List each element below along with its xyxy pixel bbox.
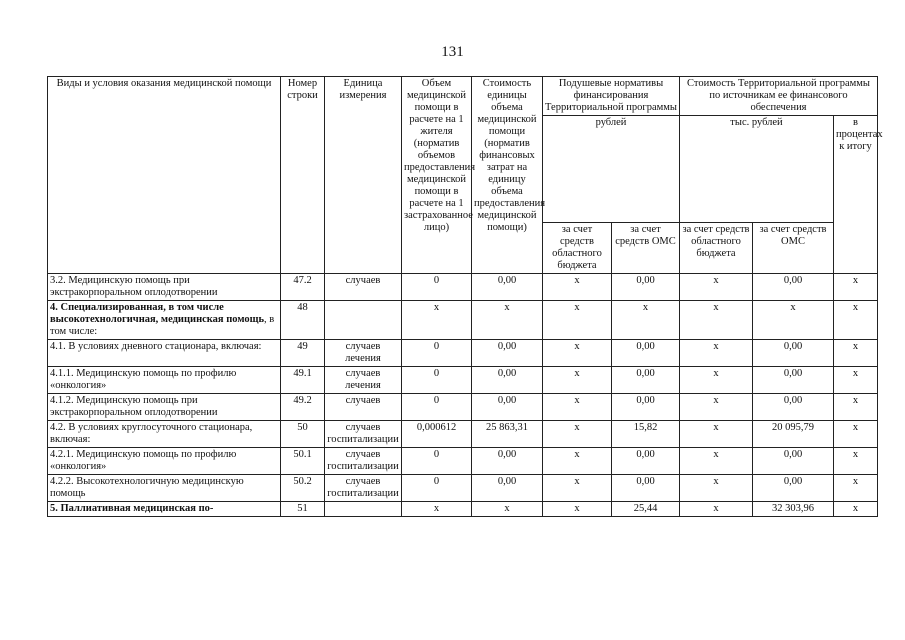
- header-src-oms: за счет средств ОМС: [753, 223, 834, 274]
- financing-table: [47, 76, 883, 517]
- header-pc-oms: за счет средств ОМС: [612, 223, 680, 274]
- row-number: 49.1: [281, 367, 325, 394]
- row-src-oms: 0,00: [753, 367, 834, 394]
- row-percent: x: [834, 475, 878, 502]
- row-unit: [325, 301, 402, 340]
- row-pc-oms: 0,00: [612, 475, 680, 502]
- row-pc-budget: x: [543, 301, 612, 340]
- row-number: 51: [281, 502, 325, 517]
- row-cost: 0,00: [472, 340, 543, 367]
- row-pc-oms: 25,44: [612, 502, 680, 517]
- row-name: 4.2. В условиях круглосуточного стационара, включая:: [48, 421, 281, 448]
- row-name-bold: 4. Специализированная, в том числе высокотехнологичная, медицинская помощь: [50, 302, 265, 325]
- row-cost: 0,00: [472, 274, 543, 301]
- row-volume: 0: [402, 448, 472, 475]
- table-row: [48, 448, 878, 475]
- header-volume: Объем медицинской помощи в расчете на 1 жителя (норматив объемов предоставления медицинской помощи в расчете на 1 застрахованное лицо): [402, 77, 472, 274]
- row-pc-budget: x: [543, 340, 612, 367]
- row-pc-oms: 0,00: [612, 448, 680, 475]
- row-unit: случаев лечения: [325, 340, 402, 367]
- table-header: [48, 77, 883, 274]
- row-percent: x: [834, 340, 878, 367]
- row-pc-oms: 0,00: [612, 367, 680, 394]
- row-cost: 0,00: [472, 367, 543, 394]
- row-name: 3.2. Медицинскую помощь при экстракорпоральном оплодотворении: [48, 274, 281, 301]
- row-src-oms: 20 095,79: [753, 421, 834, 448]
- row-percent: x: [834, 421, 878, 448]
- row-number: 48: [281, 301, 325, 340]
- row-pc-budget: x: [543, 274, 612, 301]
- row-percent: x: [834, 502, 878, 517]
- table-row: [48, 274, 878, 301]
- row-unit: случаев госпитализации: [325, 421, 402, 448]
- row-number: 50.2: [281, 475, 325, 502]
- row-volume: 0: [402, 274, 472, 301]
- row-cost: 0,00: [472, 448, 543, 475]
- row-src-oms: 0,00: [753, 448, 834, 475]
- row-volume: 0: [402, 475, 472, 502]
- row-percent: x: [834, 394, 878, 421]
- row-name: 4.1.1. Медицинскую помощь по профилю «онкология»: [48, 367, 281, 394]
- row-pc-oms: 0,00: [612, 394, 680, 421]
- row-percent: x: [834, 274, 878, 301]
- header-row-number: Номер строки: [281, 77, 325, 274]
- table-row: [48, 340, 878, 367]
- row-pc-budget: x: [543, 367, 612, 394]
- row-src-oms: 32 303,96: [753, 502, 834, 517]
- row-src-budget: x: [680, 448, 753, 475]
- table-row: [48, 367, 878, 394]
- row-name: [48, 502, 281, 517]
- row-volume: x: [402, 502, 472, 517]
- header-cost: Стоимость единицы объема медицинской помощи (норматив финансовых затрат на единицу объема предоставления медицинской помощи): [472, 77, 543, 274]
- row-unit: случаев госпитализации: [325, 448, 402, 475]
- row-unit: [325, 502, 402, 517]
- row-src-budget: x: [680, 340, 753, 367]
- row-volume: 0,000612: [402, 421, 472, 448]
- row-number: 49: [281, 340, 325, 367]
- header-pc-budget: за счет средств областного бюджета: [543, 223, 612, 274]
- row-src-budget: x: [680, 421, 753, 448]
- table-row: [48, 421, 878, 448]
- table-row: [48, 301, 878, 340]
- row-name-bold: 5. Паллиативная медицинская по-: [50, 503, 214, 514]
- row-pc-budget: x: [543, 502, 612, 517]
- header-percapita-group: Подушевые нормативы финансирования Территориальной программы: [543, 77, 680, 116]
- table-row: [48, 475, 878, 502]
- row-unit: случаев: [325, 274, 402, 301]
- header-unit-rub: рублей: [543, 116, 680, 223]
- row-number: 49.2: [281, 394, 325, 421]
- header-unit-thousand: тыс. рублей: [680, 116, 834, 223]
- row-src-oms: 0,00: [753, 274, 834, 301]
- header-kind: Виды и условия оказания медицинской помощи: [48, 77, 281, 274]
- row-src-oms: x: [753, 301, 834, 340]
- row-percent: x: [834, 367, 878, 394]
- row-name: 4.1. В условиях дневного стационара, включая:: [48, 340, 281, 367]
- row-pc-oms: 0,00: [612, 340, 680, 367]
- row-cost: 25 863,31: [472, 421, 543, 448]
- row-src-budget: x: [680, 394, 753, 421]
- table-body: [48, 274, 878, 517]
- row-cost: 0,00: [472, 394, 543, 421]
- row-percent: x: [834, 301, 878, 340]
- row-volume: 0: [402, 340, 472, 367]
- header-percent: в процентах к итогу: [834, 116, 878, 274]
- row-cost: x: [472, 502, 543, 517]
- table-row: [48, 394, 878, 421]
- row-number: 50.1: [281, 448, 325, 475]
- header-unit: Единица измерения: [325, 77, 402, 274]
- row-number: 47.2: [281, 274, 325, 301]
- row-pc-budget: x: [543, 394, 612, 421]
- row-src-oms: 0,00: [753, 394, 834, 421]
- row-unit: случаев: [325, 394, 402, 421]
- row-pc-oms: 0,00: [612, 274, 680, 301]
- row-unit: случаев госпитализации: [325, 475, 402, 502]
- row-src-oms: 0,00: [753, 340, 834, 367]
- row-src-budget: x: [680, 502, 753, 517]
- row-unit: случаев лечения: [325, 367, 402, 394]
- row-cost: x: [472, 301, 543, 340]
- row-volume: x: [402, 301, 472, 340]
- row-name: 4.2.2. Высокотехнологичную медицинскую помощь: [48, 475, 281, 502]
- row-volume: 0: [402, 367, 472, 394]
- row-name: 4.1.2. Медицинскую помощь при экстракорпоральном оплодотворении: [48, 394, 281, 421]
- row-name: [48, 301, 281, 340]
- row-pc-budget: x: [543, 448, 612, 475]
- row-src-budget: x: [680, 367, 753, 394]
- row-src-budget: x: [680, 475, 753, 502]
- header-sources-group: Стоимость Территориальной программы по источникам ее финансового обеспечения: [680, 77, 878, 116]
- row-volume: 0: [402, 394, 472, 421]
- row-percent: x: [834, 448, 878, 475]
- page-number: 131: [441, 44, 464, 60]
- row-pc-budget: x: [543, 475, 612, 502]
- row-pc-oms: x: [612, 301, 680, 340]
- row-name: 4.2.1. Медицинскую помощь по профилю «онкология»: [48, 448, 281, 475]
- table-row: [48, 502, 878, 517]
- row-src-oms: 0,00: [753, 475, 834, 502]
- header-src-budget: за счет средств областного бюджета: [680, 223, 753, 274]
- row-pc-budget: x: [543, 421, 612, 448]
- row-name-tail: , в том числе:: [50, 314, 275, 337]
- row-src-budget: x: [680, 301, 753, 340]
- row-number: 50: [281, 421, 325, 448]
- row-src-budget: x: [680, 274, 753, 301]
- row-pc-oms: 15,82: [612, 421, 680, 448]
- row-cost: 0,00: [472, 475, 543, 502]
